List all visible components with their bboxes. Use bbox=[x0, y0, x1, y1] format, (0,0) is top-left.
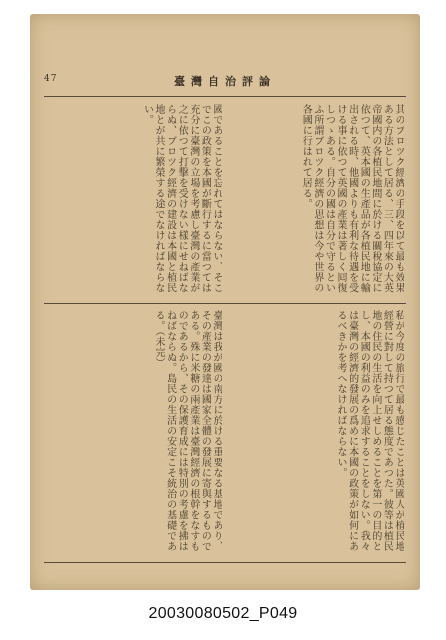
tier-divider-rule bbox=[44, 303, 406, 304]
archive-id-caption: 20030080502_P049 bbox=[148, 605, 298, 622]
text-block-bottom-left: 臺灣は我が國の南方に於ける重要なる基地であり、その產業の發達は國家全體の發展に寄與するものである。殊に米糖の兩產業は臺灣經濟の根幹をなすものであるから、その保護育成には特別の考慮を拂はねばならぬ。島民の生活の安定こそ統治の基礎である。（未完） bbox=[153, 310, 222, 552]
running-title: 臺灣自治評論 bbox=[174, 75, 276, 88]
magazine-page bbox=[30, 14, 420, 590]
page-header bbox=[44, 72, 406, 94]
header-rule bbox=[44, 96, 406, 97]
text-block-bottom-right: 私が今度の旅行で最も感じたことは英國人が植民地經營に對して持つて居る態度であつた。彼等は植民地の住民の生活を向上せしめることを第一の目的とし、本國の利益のみを追求することをしない。我々は臺灣の經濟的發展の爲めに本國の政策が如何にあるべきかを考へなければならない。 bbox=[335, 310, 404, 552]
text-block-top-right: 其のブロツク經濟の手段を以て最も效果ある方法として居る、三、四年來の大英帝國内の各植民地間に於ける關稅協定に依つて、英本國の生產品が各植民地に輸出される時、他國よりも有利な待遇を受ける事に依つて英國の產業は著しく囘復しつゝある。自分の國は自分で守るといふ所謂ブロツク經濟の思想は今や世界の各國に行はれて居る。 bbox=[300, 104, 404, 293]
page-number: 47 bbox=[44, 74, 58, 84]
text-block-top-left: 國であることを忘れてはならない、そこでこの政策を本國が斷行するに當つては充分に臺灣の立場を考慮し臺灣の產業が之に依つて打擊を受けない樣にせねばならぬ、ブロツク經濟の建設は本國と植民地とが共に繁榮する途でなければならない。 bbox=[141, 104, 222, 293]
footer-rule bbox=[44, 562, 406, 563]
